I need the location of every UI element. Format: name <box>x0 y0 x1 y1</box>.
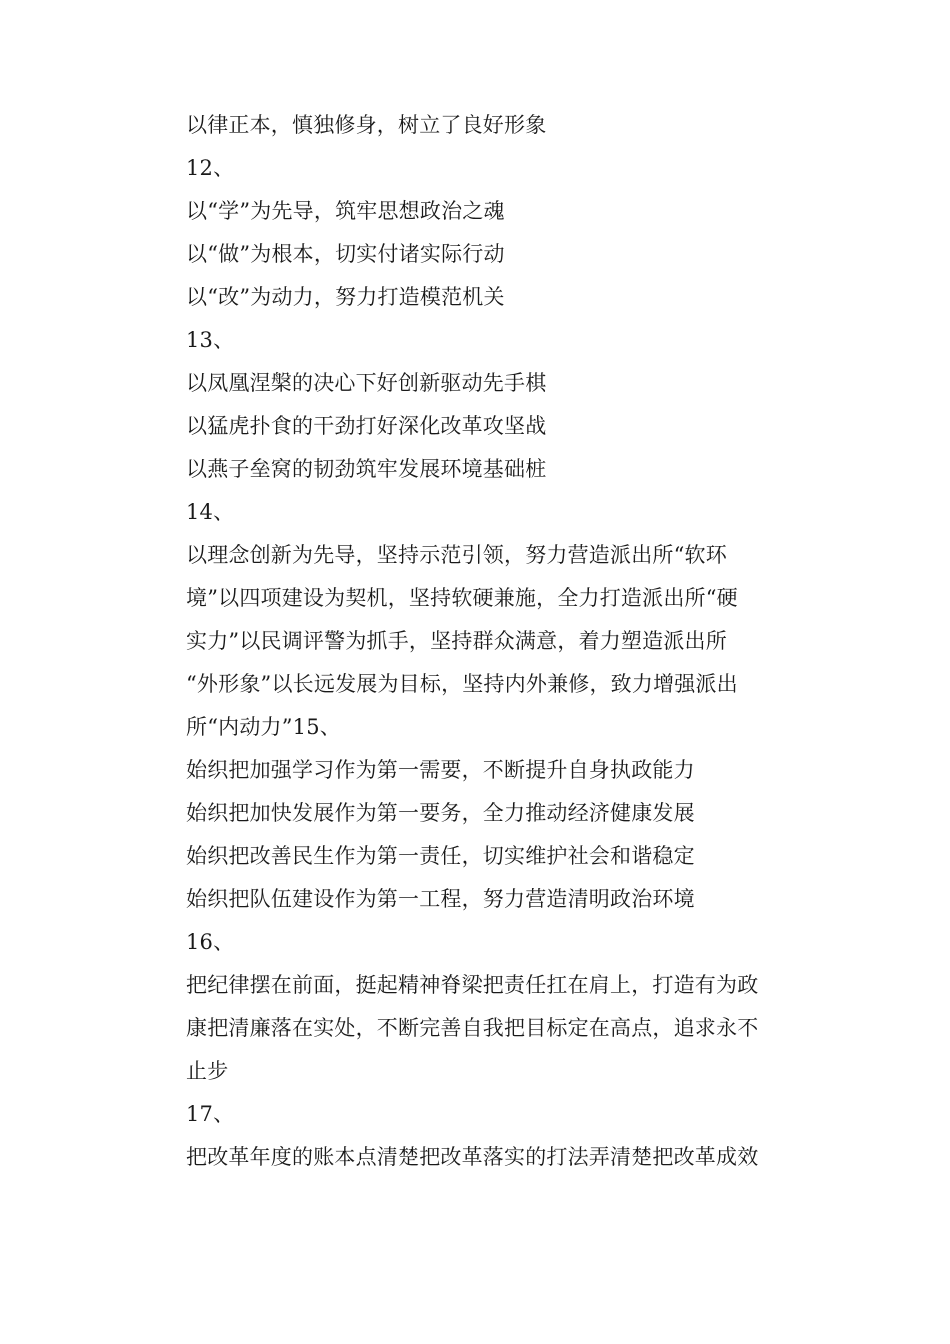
document-body <box>186 104 796 1179</box>
section-number: 16、 <box>186 930 235 954</box>
text-line: 始织把改善民生作为第一责任，切实维护社会和谐稳定 <box>186 844 695 868</box>
text-line: 以凤凰涅槃的决心下好创新驱动先手棋 <box>186 371 547 395</box>
text-line: “外形象”以长远发展为目标，坚持内外兼修，致力增强派出 <box>186 672 738 696</box>
section-number: 12、 <box>186 156 235 180</box>
text-line: 以“改”为动力，努力打造模范机关 <box>186 285 505 309</box>
text-line: 以“做”为根本，切实付诸实际行动 <box>186 242 505 266</box>
text-line: 以律正本，慎独修身，树立了良好形象 <box>186 113 547 137</box>
text-line: 以燕子垒窝的韧劲筑牢发展环境基础桩 <box>186 457 547 481</box>
text-line: 所“内动力”15、 <box>186 715 341 739</box>
text-line: 止步 <box>186 1059 229 1083</box>
text-line: 把改革年度的账本点清楚把改革落实的打法弄清楚把改革成效 <box>186 1145 759 1169</box>
text-line: 以“学”为先导，筑牢思想政治之魂 <box>186 199 505 223</box>
text-line: 把纪律摆在前面，挺起精神脊梁把责任扛在肩上，打造有为政 <box>186 973 759 997</box>
section-number: 17、 <box>186 1102 235 1126</box>
text-line: 以理念创新为先导，坚持示范引领，努力营造派出所“软环 <box>186 543 727 567</box>
section-number: 13、 <box>186 328 235 352</box>
text-line: 境”以四项建设为契机，坚持软硬兼施，全力打造派出所“硬 <box>186 586 738 610</box>
text-line: 始织把加快发展作为第一要务，全力推动经济健康发展 <box>186 801 695 825</box>
text-line: 以猛虎扑食的干劲打好深化改革攻坚战 <box>186 414 547 438</box>
text-line: 始织把队伍建设作为第一工程，努力营造清明政治环境 <box>186 887 695 911</box>
section-number: 14、 <box>186 500 235 524</box>
text-line: 康把清廉落在实处，不断完善自我把目标定在高点，追求永不 <box>186 1016 759 1040</box>
text-line: 实力”以民调评警为抓手，坚持群众满意，着力塑造派出所 <box>186 629 727 653</box>
text-line: 始织把加强学习作为第一需要，不断提升自身执政能力 <box>186 758 695 782</box>
